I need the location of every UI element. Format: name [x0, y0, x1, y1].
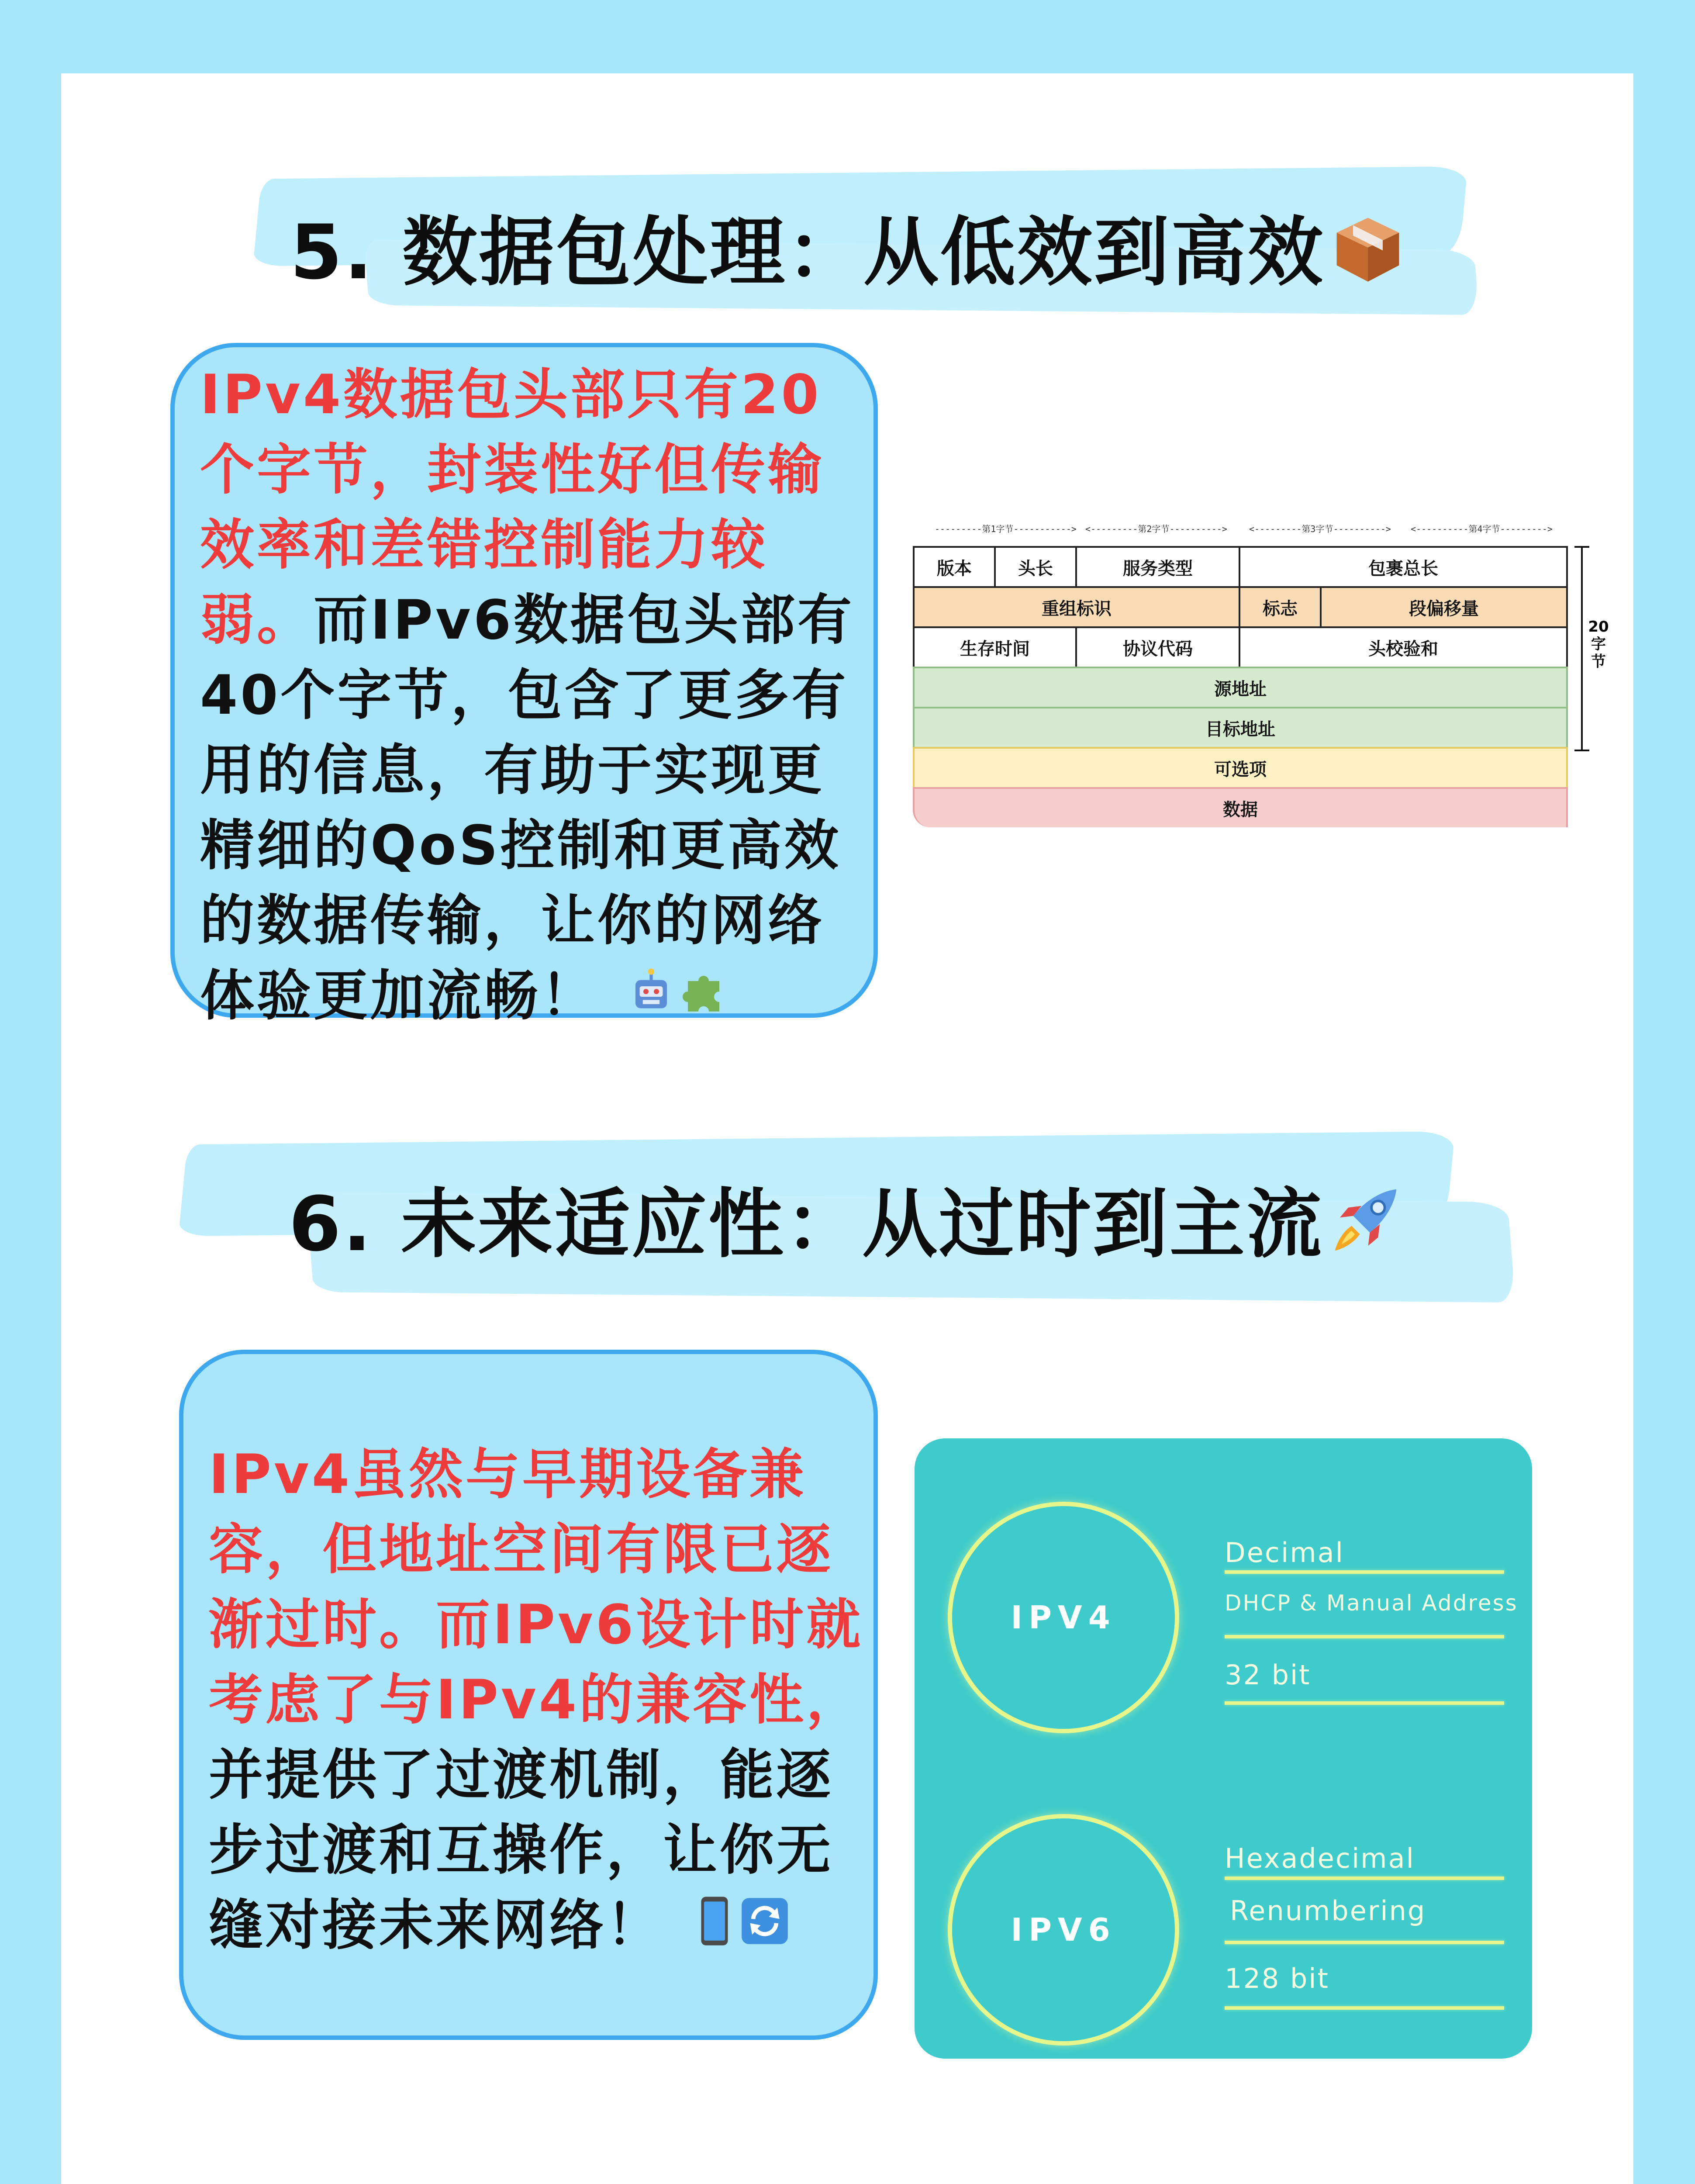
divider: [1225, 2006, 1504, 2010]
body-line: 容，但地址空间有限已逐: [209, 1518, 834, 1581]
mobile-phone-icon: [690, 1891, 739, 1966]
cell-data: 数据: [913, 787, 1568, 827]
cell-header-length: 头长: [994, 546, 1077, 588]
byte-span-bracket: [1581, 546, 1583, 751]
section-6-title: [0, 1164, 1695, 1268]
ipv4-item-decimal: Decimal: [1225, 1537, 1344, 1569]
ipv4-item-dhcp: DHCP & Manual Address: [1225, 1590, 1518, 1616]
cell-ttl: 生存时间: [913, 626, 1077, 668]
section-5-body: [200, 357, 854, 1037]
ruler-byte-3: <---------第3字节---------->: [1249, 524, 1391, 534]
section-6-title-text: 6. 未来适应性：从过时到主流: [289, 1180, 1323, 1268]
body-fragment: 缝对接未来网络！: [209, 1894, 663, 1957]
cell-fragment-offset: 段偏移量: [1320, 586, 1568, 628]
byte-span-tick-top: [1574, 546, 1589, 548]
ipv6-item-bits: 128 bit: [1225, 1963, 1329, 1994]
body-line-last: [200, 958, 854, 1037]
body-line: IPv4虽然与早期设备兼: [209, 1443, 807, 1506]
body-line: 效率和差错控制能力较: [200, 514, 768, 577]
ipv4-item-bits: 32 bit: [1225, 1659, 1311, 1691]
byte-span-label-line: 字: [1591, 636, 1606, 653]
section-6-body: [209, 1437, 863, 1966]
divider: [1225, 1635, 1504, 1638]
byte-span-label-line: 20: [1588, 618, 1609, 636]
cell-checksum: 头校验和: [1239, 626, 1568, 668]
body-line: 并提供了过渡机制，能逐: [209, 1744, 834, 1807]
divider: [1225, 1570, 1504, 1574]
divider: [1225, 1701, 1504, 1705]
cell-identification: 重组标识: [913, 586, 1240, 628]
ipv6-item-renumbering: Renumbering: [1230, 1895, 1426, 1927]
divider: [1225, 1941, 1504, 1944]
body-line: 个字节，封装性好但传输: [200, 439, 825, 501]
cell-source-address: 源地址: [913, 667, 1568, 708]
ipv6-circle: IPV6: [948, 1814, 1179, 2046]
byte-span-label-line: 节: [1591, 653, 1606, 670]
ipv4-circle: IPV4: [948, 1502, 1179, 1733]
body-line: 的数据传输，让你的网络: [200, 889, 825, 952]
package-icon: [1331, 212, 1405, 304]
body-line: 步过渡和互操作，让你无: [209, 1819, 834, 1882]
body-line-mixed: [200, 583, 854, 658]
cell-options: 可选项: [913, 747, 1568, 789]
body-line: 考虑了与IPv4的兼容性，: [209, 1669, 863, 1731]
body-fragment: 体验更加流畅！: [200, 964, 598, 1027]
ipv4-vs-ipv6-panel: [915, 1438, 1532, 2059]
ruler-byte-1: ---------第1字节----------->: [935, 524, 1077, 534]
body-fragment-black: 而IPv6数据包头部有: [314, 589, 855, 652]
cell-flags: 标志: [1239, 586, 1322, 628]
cell-total-length: 包裹总长: [1239, 546, 1568, 588]
divider: [1225, 1876, 1504, 1880]
byte-span-label: [1585, 618, 1612, 670]
ipv6-item-hexadecimal: Hexadecimal: [1225, 1842, 1415, 1874]
body-line: IPv4数据包头部只有20: [200, 363, 822, 426]
ruler-byte-2: <---------第2字节---------->: [1085, 524, 1227, 534]
cell-version: 版本: [913, 546, 996, 588]
cell-destination-address: 目标地址: [913, 707, 1568, 749]
body-line-last: [209, 1888, 863, 1966]
body-line: 渐过时。而IPv6设计时就: [209, 1593, 863, 1656]
rocket-icon: [1323, 1179, 1406, 1280]
body-fragment-red: 弱。: [200, 589, 314, 652]
body-line: 40个字节，包含了更多有: [200, 664, 849, 727]
ruler-byte-4: <----------第4字节--------->: [1411, 524, 1553, 534]
section-5-title-text: 5. 数据包处理：从低效到高效: [290, 208, 1325, 296]
body-line: 用的信息，有助于实现更: [200, 739, 825, 802]
cell-service-type: 服务类型: [1075, 546, 1240, 588]
puzzle-icon: [677, 962, 730, 1037]
ipv4-header-diagram: [913, 522, 1612, 836]
body-line: 精细的QoS控制和更高效: [200, 814, 841, 877]
refresh-arrows-icon: [739, 1891, 791, 1966]
cell-protocol: 协议代码: [1075, 626, 1240, 668]
byte-span-tick-bottom: [1574, 750, 1589, 751]
section-5-title: [0, 192, 1695, 296]
robot-icon: [625, 962, 677, 1037]
